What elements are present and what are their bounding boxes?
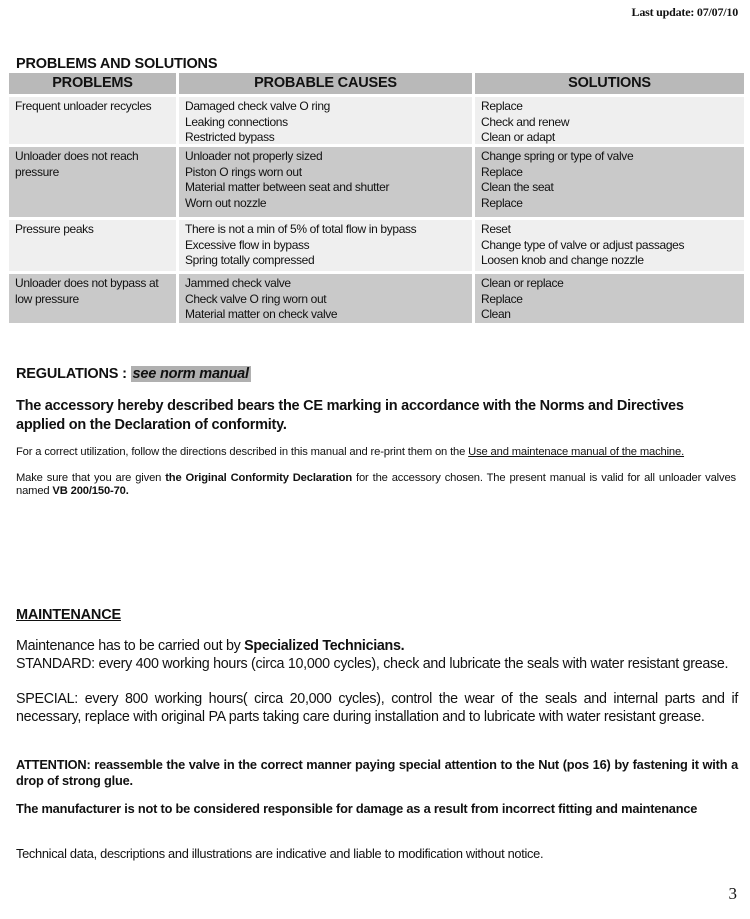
causes-cell bbox=[179, 147, 472, 217]
manufacturer-disclaimer: The manufacturer is not to be considered responsible for damage as a result from incorrect fitting and maintenance bbox=[16, 801, 698, 816]
last-update: Last update: 07/07/10 bbox=[631, 5, 738, 19]
cause-text: Leaking connections bbox=[185, 114, 288, 129]
model-name: VB 200/150-70. bbox=[52, 485, 129, 497]
modification-notice: Technical data, descriptions and illustrations are indicative and liable to modification without notice. bbox=[16, 846, 544, 861]
solutions-cell bbox=[475, 220, 744, 271]
regulations-label: REGULATIONS : bbox=[16, 366, 131, 382]
norm-manual-link[interactable]: see norm manual bbox=[132, 366, 249, 382]
ce-marking-statement: The accessory hereby described bears the CE marking in accordance with the Norms and Directives applied on the Declaration of conformity. bbox=[16, 398, 684, 433]
problems-solutions-table bbox=[9, 73, 744, 326]
solutions-cell bbox=[475, 97, 744, 144]
solution-text: Replace bbox=[481, 291, 523, 306]
utilization-paragraph bbox=[16, 446, 736, 459]
solutions-cell bbox=[475, 274, 744, 323]
problem-text: Unloader does not reach bbox=[15, 149, 139, 163]
table-row bbox=[9, 220, 744, 271]
solution-text: Clean the seat bbox=[481, 180, 554, 194]
declaration-paragraph bbox=[16, 472, 736, 498]
column-header-solutions: SOLUTIONS bbox=[475, 73, 744, 94]
cause-text: Material matter between seat and shutter bbox=[185, 180, 390, 194]
solution-text: Reset bbox=[481, 222, 511, 236]
solution-text: Clean bbox=[481, 307, 511, 321]
cause-text: Worn out nozzle bbox=[185, 195, 267, 210]
problems-solutions-title: PROBLEMS AND SOLUTIONS bbox=[16, 56, 218, 72]
solution-text: Replace bbox=[481, 195, 523, 210]
maintenance-intro bbox=[16, 638, 738, 656]
page-number: 3 bbox=[728, 884, 737, 903]
cause-text: Spring totally compressed bbox=[185, 253, 315, 267]
cause-text: Jammed check valve bbox=[185, 276, 291, 290]
problem-text: Frequent unloader recycles bbox=[15, 99, 152, 113]
column-header-problems: PROBLEMS bbox=[9, 73, 176, 94]
table-row bbox=[9, 274, 744, 323]
utilization-text: For a correct utilization, follow the directions described in this manual and re-print them on the bbox=[16, 446, 469, 458]
maintenance-intro-text: Maintenance has to be carried out by bbox=[16, 638, 245, 654]
problem-cell bbox=[9, 220, 176, 271]
table-row bbox=[9, 97, 744, 144]
solution-text: Check and renew bbox=[481, 114, 570, 129]
declaration-text: Make sure that you are given bbox=[16, 472, 166, 484]
solution-text: Change type of valve or adjust passages bbox=[481, 237, 685, 252]
solutions-cell bbox=[475, 147, 744, 217]
cause-text: Piston O rings worn out bbox=[185, 164, 302, 179]
solution-text: Clean or adapt bbox=[481, 130, 555, 144]
problem-text: Pressure peaks bbox=[15, 222, 94, 236]
maintenance-heading: MAINTENANCE bbox=[16, 607, 121, 623]
causes-cell bbox=[179, 97, 472, 144]
cause-text: Material matter on check valve bbox=[185, 307, 338, 321]
cause-text: Excessive flow in bypass bbox=[185, 237, 310, 252]
problem-text: pressure bbox=[15, 164, 59, 179]
problem-cell bbox=[9, 147, 176, 217]
problem-cell bbox=[9, 274, 176, 323]
problem-text: Unloader does not bypass at bbox=[15, 276, 159, 290]
cause-text: Unloader not properly sized bbox=[185, 149, 323, 163]
maintenance-standard: STANDARD: every 400 working hours (circa 10,000 cycles), check and lubricate the seals with water resistant grease. bbox=[16, 656, 729, 672]
maintenance-special: SPECIAL: every 800 working hours( circa 20,000 cycles), control the wear of the seals and internal parts and if necessary, replace with original PA parts taking care during installation and to lubricate with water resistant grease. bbox=[16, 691, 738, 725]
conformity-declaration-emphasis: the Original Conformity Declaration bbox=[165, 472, 353, 484]
causes-cell bbox=[179, 220, 472, 271]
cause-text: Restricted bypass bbox=[185, 130, 275, 144]
solution-text: Loosen knob and change nozzle bbox=[481, 253, 644, 267]
column-header-causes: PROBABLE CAUSES bbox=[179, 73, 472, 94]
solution-text: Replace bbox=[481, 164, 523, 179]
solution-text: Replace bbox=[481, 99, 523, 113]
cause-text: Damaged check valve O ring bbox=[185, 99, 330, 113]
cause-text: Check valve O ring worn out bbox=[185, 291, 327, 306]
problem-text: low pressure bbox=[15, 291, 79, 306]
cause-text: There is not a min of 5% of total flow in bypass bbox=[185, 222, 417, 236]
attention-note: ATTENTION: reassemble the valve in the correct manner paying special attention to the Nut (pos 16) by fastening it with a drop of strong glue. bbox=[16, 757, 738, 788]
causes-cell bbox=[179, 274, 472, 323]
problem-cell bbox=[9, 97, 176, 144]
solution-text: Clean or replace bbox=[481, 276, 564, 290]
specialized-technicians: Specialized Technicians. bbox=[244, 638, 405, 654]
solution-text: Change spring or type of valve bbox=[481, 149, 634, 163]
declaration-text-mid: for the accessory chosen. The present manual is valid for all unloader valves named bbox=[16, 472, 736, 497]
table-header-row bbox=[9, 73, 744, 94]
use-maintenance-manual-link[interactable]: Use and maintenace manual of the machine. bbox=[468, 446, 685, 458]
regulations-heading bbox=[16, 366, 251, 382]
table-row bbox=[9, 147, 744, 217]
